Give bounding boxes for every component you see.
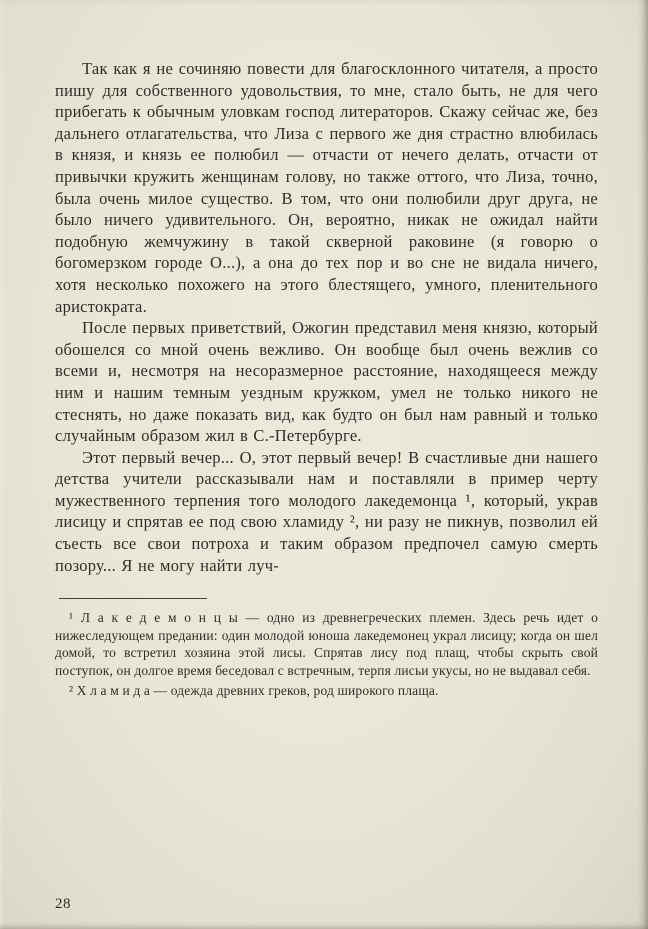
footnote-2: ² Х л а м и д а — одежда древних греков, род широкого плаща. [69,682,439,698]
page-body-text [55,58,598,576]
footnote-divider [59,598,207,599]
paragraph-2: После первых приветствий, Ожогин представил меня князю, который обошелся со мной очень вежливо. Он вообще был очень вежлив со всеми и, несмотря на несоразмерное расстояние, находящееся между ним и нашим темным уездным кружком, умел не только никого не стеснять, но даже показать вид, как будто он был нам равный и только случайным образом жил в С.-Петербурге. [55,318,598,446]
paragraph-1: Так как я не сочиняю повести для благосклонного читателя, а просто пишу для собственного удовольствия, то мне, стало быть, не для чего прибегать к обычным уловкам господ литераторов. Скажу сейчас же, без дальнего отлагательства, что Лиза с первого же дня страстно влюбилась в князя, и князь ее полюбил — отчасти от нечего делать, отчасти от привычки кружить женщинам голову, но также оттого, что Лиза, точно, была очень милое существо. В том, что они полюбили друг друга, не было ничего удивительного. Он, вероятно, никак не ожидал найти подобную жемчужину в такой скверной раковине (я говорю о богомерзком городе О...), а она до тех пор и во сне не видала ничего, хотя несколько похожего на этого блестящего, умного, пленительного аристократа. [55,59,598,316]
footnote-1: ¹ Л а к е д е м о н ц ы — одно из древнегреческих племен. Здесь речь идет о нижеследующем предании: один молодой юноша лакедемонец украл лисицу; когда он шел домой, то встретил хозяина этой лисы. Спрятав лису под плащ, чтобы скрыть свой поступок, он долгое время беседовал с встречным, терпя лисьи укусы, но не выдавал себя. [55,610,598,679]
paragraph-3: Этот первый вечер... О, этот первый вечер! В счастливые дни нашего детства учители рассказывали нам и поставляли в пример черту мужественного терпения того молодого лакедемонца ¹, который, украв лисицу и спрятав ее под свою хламиду ², ни разу не пикнув, позволил ей съесть все свои потроха и таким образом предпочел самую смерть позору... Я не могу найти луч- [55,447,598,575]
footnotes-section [55,609,598,699]
page-number: 28 [55,896,71,912]
